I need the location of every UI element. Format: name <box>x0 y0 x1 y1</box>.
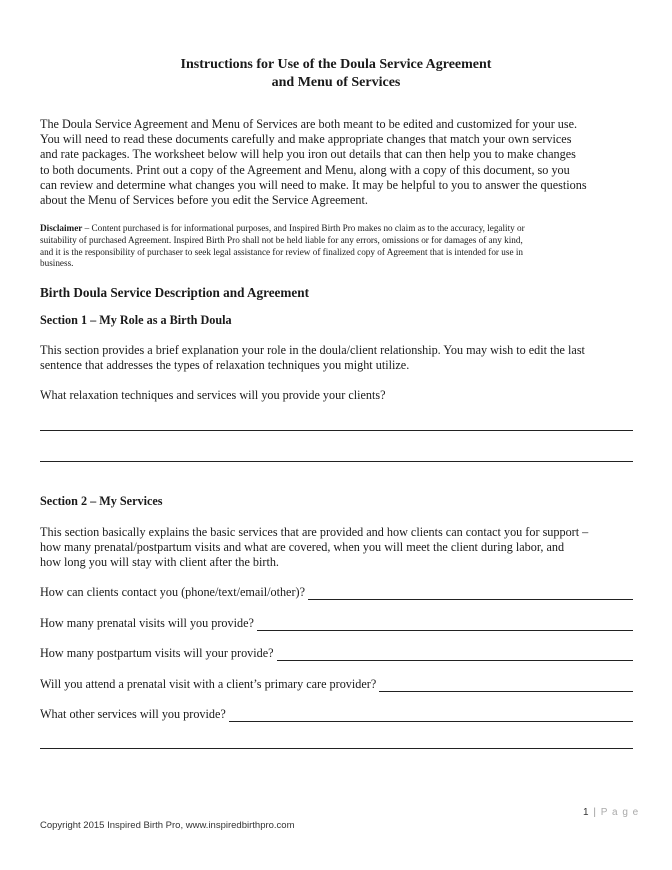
section-2-line: how many prenatal/postpartum visits and what are covered, when you will meet the client during labor, and <box>40 540 565 555</box>
title-line-1: Instructions for Use of the Doula Service Agreement <box>180 57 492 72</box>
disclaimer-paragraph <box>40 223 640 270</box>
section-1-line: This section provides a brief explanation your role in the doula/client relationship. You may wish to edit the last <box>40 343 585 357</box>
section-2-line: how long you will stay with client after the birth. <box>40 555 279 570</box>
disclaimer-line <box>40 223 640 235</box>
answer-line[interactable] <box>379 679 633 692</box>
disclaimer-line: business. <box>40 258 74 269</box>
answer-line[interactable] <box>40 430 633 431</box>
answer-line[interactable] <box>229 709 633 722</box>
page-number-separator: | <box>593 807 596 818</box>
intro-line: The Doula Service Agreement and Menu of Services are both meant to be edited and customized for your use. <box>40 117 578 131</box>
answer-line[interactable] <box>40 748 633 749</box>
document-title <box>40 56 632 92</box>
question-primary-care-visit <box>40 677 633 692</box>
question-label: What other services will you provide? <box>40 707 226 721</box>
answer-line[interactable] <box>308 587 633 600</box>
page-number <box>583 807 639 818</box>
question-other-services <box>40 707 633 722</box>
disclaimer-label: Disclaimer <box>40 223 83 233</box>
section-2-line: This section basically explains the basic services that are provided and how clients can contact you for support – <box>40 525 589 539</box>
disclaimer-line: suitability of purchased Agreement. Inspired Birth Pro shall not be held liable for any errors, omissions or for damages of any kind, <box>40 234 523 245</box>
answer-line[interactable] <box>257 618 633 631</box>
disclaimer-line: and it is the responsibility of purchaser to seek legal assistance for review of finalized copy of Agreement that is intended for use in <box>40 246 523 257</box>
page-number-value: 1 <box>583 807 589 818</box>
intro-line: and rate packages. The worksheet below will help you iron out details that can then help you to make changes <box>40 147 576 162</box>
section-1-paragraph <box>40 343 640 373</box>
main-heading: Birth Doula Service Description and Agreement <box>40 285 309 300</box>
intro-line: to both documents. Print out a copy of the Agreement and Menu, along with a copy of this document, so you <box>40 162 570 177</box>
title-line-2: and Menu of Services <box>271 75 401 90</box>
page-label: P a g e <box>600 807 640 818</box>
section-1-heading: Section 1 – My Role as a Birth Doula <box>40 313 232 327</box>
question-label: How many postpartum visits will your provide? <box>40 646 274 660</box>
answer-line[interactable] <box>277 648 633 661</box>
answer-line[interactable] <box>40 461 633 462</box>
question-label: How can clients contact you (phone/text/email/other)? <box>40 585 305 599</box>
question-contact <box>40 585 633 600</box>
section-1-line: sentence that addresses the types of relaxation techniques you might utilize. <box>40 358 410 373</box>
intro-line: You will need to read these documents carefully and make appropriate changes that match your own services <box>40 132 572 147</box>
intro-line: about the Menu of Services before you edit the Service Agreement. <box>40 193 368 208</box>
section-2-heading: Section 2 – My Services <box>40 494 163 508</box>
question-prenatal-visits <box>40 616 633 631</box>
disclaimer-text: – Content purchased is for informational purposes, and Inspired Birth Pro makes no claim as to the accuracy, legality or <box>82 223 525 233</box>
section-1-question: What relaxation techniques and services will you provide your clients? <box>40 388 386 402</box>
question-label: Will you attend a prenatal visit with a client’s primary care provider? <box>40 677 377 691</box>
question-label: How many prenatal visits will you provide? <box>40 616 254 630</box>
intro-paragraph <box>40 117 640 208</box>
intro-line: can review and determine what changes you will need to make. It may be helpful to you to answer the questions <box>40 177 587 192</box>
footer-copyright: Copyright 2015 Inspired Birth Pro, www.inspiredbirthpro.com <box>40 820 295 831</box>
section-2-paragraph <box>40 525 640 571</box>
question-postpartum-visits <box>40 646 633 661</box>
